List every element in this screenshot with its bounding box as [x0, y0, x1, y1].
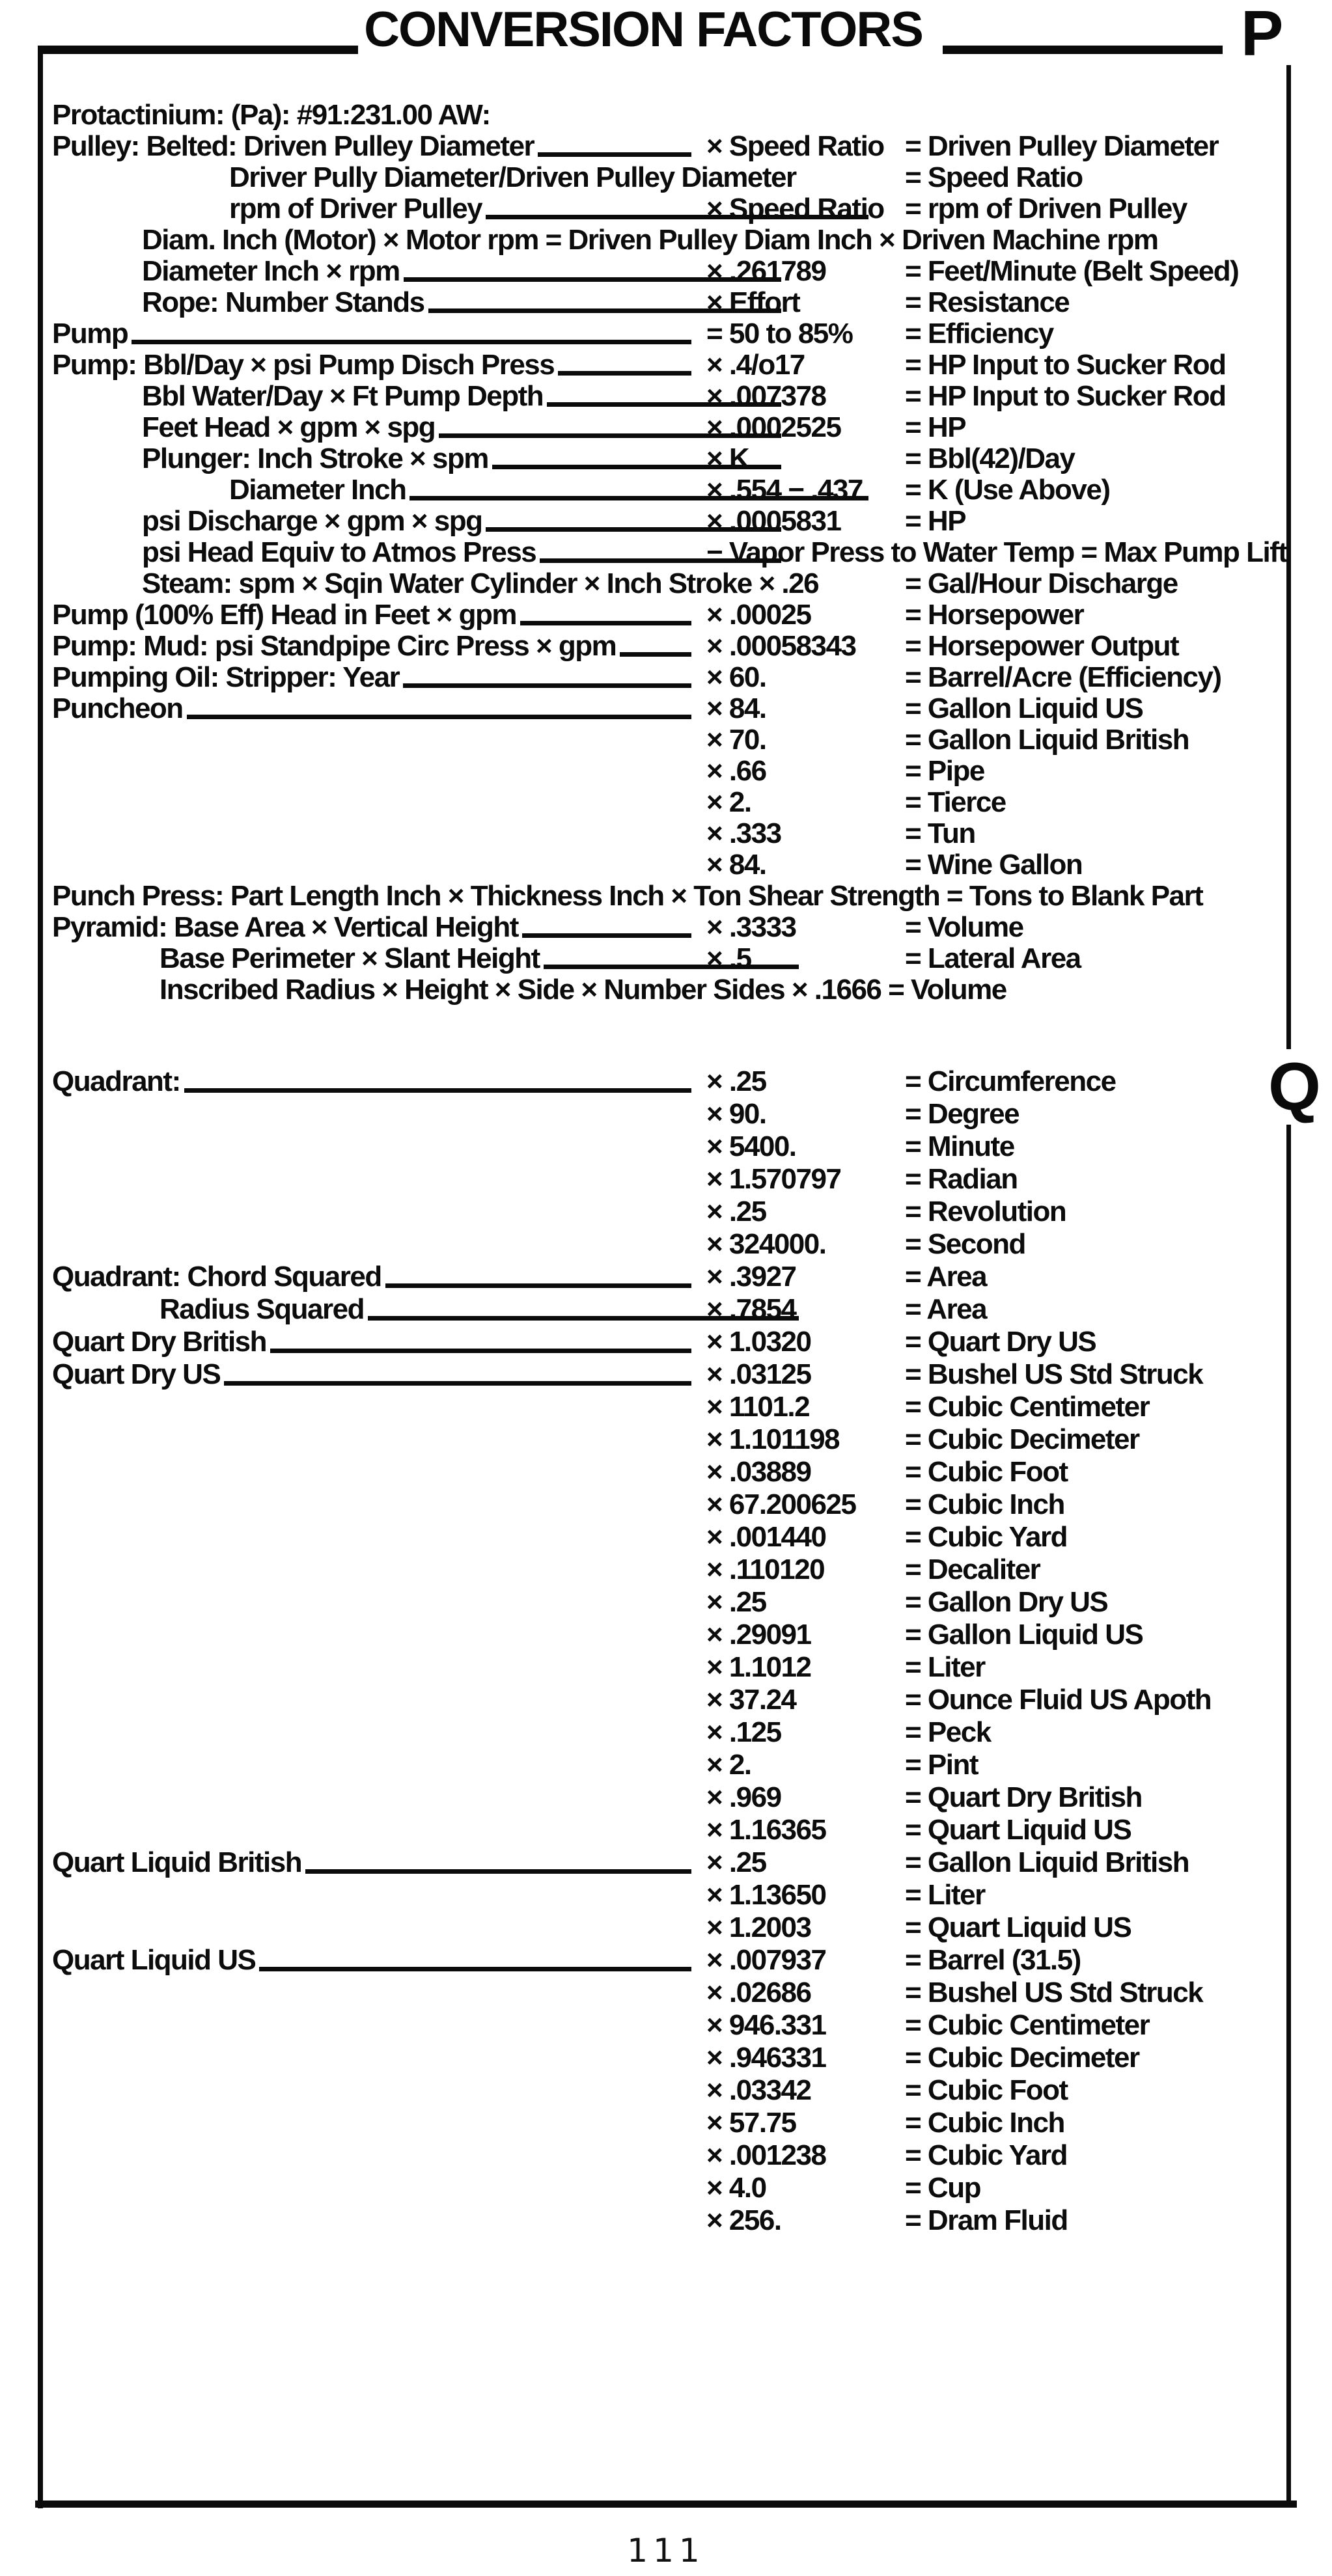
conversion-list [52, 100, 1332, 2237]
result-value: = Cubic Yard [905, 2139, 1067, 2171]
conversion-row [52, 412, 1332, 443]
factor-value: × .03889 [706, 1456, 811, 1488]
conversion-row [52, 193, 1332, 225]
conversion-row [52, 1586, 1332, 1619]
conversion-row [52, 381, 1332, 412]
conversion-row [52, 1163, 1332, 1196]
term-label-wrap [52, 1554, 697, 1586]
term-label-wrap [52, 756, 697, 787]
result-value: = Feet/Minute (Belt Speed) [905, 255, 1239, 287]
result-value: = Dram Fluid [905, 2204, 1068, 2236]
term-label: Feet Head × gpm × spg [142, 411, 436, 443]
conversion-row [52, 537, 1332, 568]
term-label-wrap [52, 412, 786, 443]
result-value: = Radian [905, 1163, 1018, 1195]
factor-value: × K [706, 443, 749, 474]
page-title: CONVERSION FACTORS [364, 2, 923, 57]
term-label: psi Discharge × gpm × spg [142, 505, 482, 537]
conversion-row [52, 1554, 1332, 1586]
result-value: = Degree [905, 1098, 1020, 1130]
result-value: = HP Input to Sucker Rod [905, 380, 1226, 412]
fill-line [520, 621, 691, 625]
conversion-row [52, 631, 1332, 662]
term-label: Diameter Inch × rpm [142, 255, 400, 287]
factor-value: × .001440 [706, 1521, 826, 1553]
conversion-row [52, 693, 1332, 724]
factor-value: × 1.0320 [706, 1326, 811, 1358]
fill-line [305, 1869, 691, 1874]
term-label-wrap [52, 1749, 697, 1781]
conversion-row [52, 1684, 1332, 1716]
fill-line [259, 1967, 691, 1971]
term-label-wrap [52, 318, 697, 349]
result-value: = Cubic Yard [905, 1521, 1067, 1553]
term-label: Quart Liquid US [52, 1944, 256, 1976]
result-value: = Barrel (31.5) [905, 1944, 1081, 1976]
conversion-row [52, 1228, 1332, 1261]
factor-value: × .3333 [706, 911, 796, 943]
result-value: = Quart Dry British [905, 1781, 1142, 1813]
result-value: = Wine Gallon [905, 849, 1083, 881]
factor-value: × 4.0 [706, 2172, 766, 2204]
factor-value: × .0002525 [706, 411, 841, 443]
result-value: = Gallon Liquid US [905, 692, 1143, 724]
factor-value: × .5 [706, 942, 751, 974]
conversion-row [52, 818, 1332, 849]
conversion-row [52, 1130, 1332, 1163]
conversion-row [52, 2042, 1332, 2074]
result-value: = HP Input to Sucker Rod [905, 349, 1226, 381]
conversion-row [52, 349, 1332, 381]
result-value: = Bushel US Std Struck [905, 1358, 1203, 1390]
conversion-row [52, 1781, 1332, 1814]
conversion-row [52, 2172, 1332, 2204]
conversion-row [52, 1846, 1332, 1879]
conversion-row [52, 1879, 1332, 1911]
result-value: = Minute [905, 1130, 1014, 1162]
term-label: Punch Press: Part Length Inch × Thickness Inch × Ton Shear Strength = Tons to Blank Part [52, 880, 1203, 912]
term-label: Pumping Oil: Stripper: Year [52, 661, 400, 693]
conversion-row [52, 1098, 1332, 1130]
factor-value: − Vapor Press to Water Temp = Max Pump Lift [706, 536, 1287, 568]
factor-value: × 2. [706, 1749, 751, 1781]
term-label-wrap [52, 131, 697, 162]
term-label: Pulley: Belted: Driven Pulley Diameter [52, 130, 534, 162]
term-label-wrap [52, 1846, 697, 1879]
term-label-wrap [52, 2042, 697, 2074]
result-value: = Driven Pulley Diameter [905, 130, 1219, 162]
factor-value: × 1.2003 [706, 1911, 811, 1943]
term-label-wrap [52, 1065, 697, 1098]
result-value: = Second [905, 1228, 1025, 1260]
frame-border-left [38, 46, 43, 2508]
term-label-wrap [52, 1488, 697, 1521]
page-number: 111 [627, 2532, 705, 2569]
factor-value: × Effort [706, 286, 800, 318]
conversion-row [52, 2139, 1332, 2172]
factor-value: × .110120 [706, 1554, 825, 1585]
result-value: = Quart Dry US [905, 1326, 1096, 1358]
term-label-wrap [52, 1391, 697, 1423]
term-label-wrap [52, 1911, 697, 1944]
result-value: = Tierce [905, 786, 1006, 818]
term-label-wrap [52, 381, 786, 412]
fill-line [620, 652, 691, 657]
conversion-row [52, 1423, 1332, 1456]
conversion-row [52, 724, 1332, 756]
term-label: rpm of Driver Pulley [229, 193, 482, 225]
factor-value: × .25 [706, 1065, 766, 1097]
factor-value: × 1.101198 [706, 1423, 840, 1455]
term-label-wrap [52, 537, 786, 568]
term-label-wrap [52, 818, 697, 849]
result-value: = Cubic Foot [905, 2074, 1068, 2106]
factor-value: × .00058343 [706, 630, 856, 662]
factor-value: × 67.200625 [706, 1488, 856, 1520]
factor-value: × 84. [706, 849, 766, 881]
term-label: Plunger: Inch Stroke × spm [142, 443, 488, 474]
term-label: psi Head Equiv to Atmos Press [142, 536, 536, 568]
conversion-row [52, 2107, 1332, 2139]
result-value: = Resistance [905, 286, 1070, 318]
section-gap [52, 1006, 1332, 1065]
conversion-row [52, 2204, 1332, 2237]
conversion-row [52, 1261, 1332, 1293]
term-label: Rope: Number Stands [142, 286, 424, 318]
result-value: = Pint [905, 1749, 978, 1781]
term-label: Radius Squared [160, 1293, 364, 1325]
factor-value: × .66 [706, 755, 766, 787]
conversion-row [52, 1326, 1332, 1358]
conversion-row [52, 1651, 1332, 1684]
factor-value: × .969 [706, 1781, 781, 1813]
term-label-wrap [52, 1944, 697, 1977]
term-label-wrap [52, 662, 697, 693]
factor-value: × .125 [706, 1716, 781, 1748]
factor-value: × .946331 [706, 2042, 826, 2074]
factor-value: × .03342 [706, 2074, 811, 2106]
term-label-wrap [52, 1196, 697, 1228]
conversion-row [52, 474, 1332, 506]
conversion-row [52, 1488, 1332, 1521]
result-value: = Area [905, 1293, 987, 1325]
term-label-wrap [52, 912, 697, 943]
term-label-wrap [52, 1977, 697, 2009]
conversion-row [52, 506, 1332, 537]
term-label-wrap [52, 849, 697, 881]
result-value: = Barrel/Acre (Efficiency) [905, 661, 1221, 693]
factor-value: × Speed Ratio [706, 130, 884, 162]
result-value: = Revolution [905, 1196, 1066, 1227]
term-label-wrap [52, 1814, 697, 1846]
term-label-wrap [52, 1163, 697, 1196]
result-value: = Cubic Inch [905, 2107, 1064, 2139]
result-value: = Cubic Centimeter [905, 2009, 1150, 2041]
term-label: Quart Dry US [52, 1358, 221, 1390]
conversion-row [52, 1293, 1332, 1326]
conversion-row [52, 100, 1332, 131]
result-value: = Lateral Area [905, 942, 1081, 974]
result-value: = Cubic Foot [905, 1456, 1068, 1488]
result-value: = Bushel US Std Struck [905, 1977, 1203, 2008]
factor-value: × .25 [706, 1196, 766, 1227]
factor-value: × .4/o17 [706, 349, 805, 381]
conversion-row [52, 318, 1332, 349]
factor-value: × 1.1012 [706, 1651, 811, 1683]
conversion-row [52, 662, 1332, 693]
result-value: = K (Use Above) [905, 474, 1110, 506]
term-label-wrap [52, 2172, 697, 2204]
factor-value: × 1.570797 [706, 1163, 841, 1195]
result-value: = Peck [905, 1716, 991, 1748]
fill-line [187, 715, 691, 719]
factor-value: × .25 [706, 1586, 766, 1618]
term-label-wrap [52, 287, 786, 318]
term-label: Base Perimeter × Slant Height [160, 942, 540, 974]
conversion-row [52, 881, 1332, 912]
conversion-row [52, 162, 1332, 193]
term-label: Pump [52, 318, 128, 349]
factor-value: × 324000. [706, 1228, 826, 1260]
term-label: Quadrant: Chord Squared [52, 1261, 382, 1293]
term-label-wrap [52, 2204, 697, 2237]
result-value: = Gal/Hour Discharge [905, 568, 1178, 599]
term-label: Bbl Water/Day × Ft Pump Depth [142, 380, 544, 412]
result-value: = Quart Liquid US [905, 1911, 1131, 1943]
factor-value: × .0005831 [706, 505, 841, 537]
term-label-wrap [52, 1098, 697, 1130]
fill-line [538, 152, 691, 157]
conversion-row [52, 599, 1332, 631]
term-label: Pyramid: Base Area × Vertical Height [52, 911, 518, 943]
term-label-wrap [52, 162, 874, 193]
result-value: = Decaliter [905, 1554, 1040, 1585]
result-value: = Volume [905, 911, 1023, 943]
term-label-wrap [52, 1456, 697, 1488]
term-label-wrap [52, 2107, 697, 2139]
conversion-row [52, 1456, 1332, 1488]
factor-value: × 5400. [706, 1130, 796, 1162]
term-label: Quadrant: [52, 1065, 180, 1097]
term-label-wrap [52, 599, 697, 631]
term-label-wrap [52, 1261, 697, 1293]
result-value: = Cubic Decimeter [905, 2042, 1139, 2074]
result-value: = Horsepower [905, 599, 1084, 631]
conversion-row [52, 756, 1332, 787]
result-value: = Cubic Decimeter [905, 1423, 1139, 1455]
term-label-wrap [52, 631, 697, 662]
conversion-row [52, 131, 1332, 162]
term-label-wrap [52, 1326, 697, 1358]
term-label: Pump: Bbl/Day × psi Pump Disch Press [52, 349, 555, 381]
conversion-row [52, 974, 1332, 1006]
frame-border-bottom [35, 2501, 1297, 2508]
result-value: = Pipe [905, 755, 984, 787]
factor-value: = 50 to 85% [706, 318, 853, 349]
factor-value: × .333 [706, 817, 781, 849]
factor-value: × 60. [706, 661, 766, 693]
conversion-row [52, 1716, 1332, 1749]
factor-value: × 256. [706, 2204, 781, 2236]
factor-value: × 1.16365 [706, 1814, 826, 1846]
term-label: Pump: Mud: psi Standpipe Circ Press × gpm [52, 630, 617, 662]
factor-value: × .00025 [706, 599, 811, 631]
section-letter-p: P [1241, 0, 1284, 69]
term-label-wrap [52, 1879, 697, 1911]
term-label-wrap [52, 1619, 697, 1651]
result-value: = Area [905, 1261, 987, 1293]
conversion-row [52, 1814, 1332, 1846]
result-value: = Cubic Inch [905, 1488, 1064, 1520]
conversion-row [52, 1196, 1332, 1228]
term-label-wrap [52, 349, 697, 381]
result-value: = Speed Ratio [905, 161, 1083, 193]
result-value: = Gallon Liquid British [905, 1846, 1189, 1878]
term-label-wrap [52, 1521, 697, 1554]
term-label-wrap [52, 1228, 697, 1261]
result-value: = Ounce Fluid US Apoth [905, 1684, 1212, 1716]
result-value: = Gallon Liquid US [905, 1619, 1143, 1651]
term-label: Steam: spm × Sqin Water Cylinder × Inch Stroke × .26 [142, 568, 819, 599]
conversion-row [52, 1749, 1332, 1781]
conversion-row [52, 1391, 1332, 1423]
conversion-row [52, 225, 1332, 256]
fill-line [558, 371, 691, 376]
result-value: = Efficiency [905, 318, 1053, 349]
conversion-row [52, 287, 1332, 318]
conversion-row [52, 1944, 1332, 1977]
term-label: Driver Pully Diameter/Driven Pulley Diameter [229, 161, 796, 193]
conversion-row [52, 849, 1332, 881]
result-value: = Cubic Centimeter [905, 1391, 1150, 1423]
factor-value: × .25 [706, 1846, 766, 1878]
term-label-wrap [52, 943, 804, 974]
page-header [0, 4, 1286, 56]
term-label: Diameter Inch [229, 474, 406, 506]
fill-line [270, 1349, 691, 1353]
term-label: Diam. Inch (Motor) × Motor rpm = Driven Pulley Diam Inch × Driven Machine rpm [142, 224, 1158, 256]
result-value: = Quart Liquid US [905, 1814, 1131, 1846]
factor-value: × 37.24 [706, 1684, 796, 1716]
term-label-wrap [52, 506, 786, 537]
result-value: = Liter [905, 1879, 985, 1911]
section-letter-q: Q [1268, 1049, 1321, 1125]
conversion-row [52, 2074, 1332, 2107]
result-value: = HP [905, 505, 966, 537]
factor-value: × .3927 [706, 1261, 796, 1293]
term-label-wrap [52, 1684, 697, 1716]
conversion-row [52, 1521, 1332, 1554]
term-label-wrap [52, 1781, 697, 1814]
term-label-wrap [52, 724, 697, 756]
factor-value: × 946.331 [706, 2009, 826, 2041]
result-value: = Bbl(42)/Day [905, 443, 1075, 474]
conversion-row [52, 912, 1332, 943]
conversion-row [52, 1065, 1332, 1098]
fill-line [403, 683, 691, 688]
factor-value: × .001238 [706, 2139, 826, 2171]
term-label-wrap [52, 2139, 697, 2172]
result-value: = Tun [905, 817, 975, 849]
factor-value: × .03125 [706, 1358, 811, 1390]
result-value: = Liter [905, 1651, 985, 1683]
term-label-wrap [52, 256, 786, 287]
factor-value: × 57.75 [706, 2107, 796, 2139]
conversion-row [52, 787, 1332, 818]
term-label-wrap [52, 1423, 697, 1456]
factor-value: × 2. [706, 786, 751, 818]
factor-value: × .261789 [706, 255, 826, 287]
factor-value: × 70. [706, 724, 766, 756]
term-label-wrap [52, 1651, 697, 1684]
factor-value: × Speed Ratio [706, 193, 884, 225]
result-value: = Gallon Dry US [905, 1586, 1108, 1618]
result-value: = Gallon Liquid British [905, 724, 1189, 756]
conversion-row [52, 1619, 1332, 1651]
term-label-wrap [52, 787, 697, 818]
factor-value: × .007378 [706, 380, 826, 412]
term-label-wrap [52, 568, 819, 599]
factor-value: × .554 − .437 [706, 474, 863, 506]
fill-line [522, 933, 691, 938]
conversion-row [52, 2009, 1332, 2042]
factor-value: × .29091 [706, 1619, 811, 1651]
fill-line [385, 1283, 691, 1288]
result-value: = HP [905, 411, 966, 443]
term-label: Pump (100% Eff) Head in Feet × gpm [52, 599, 517, 631]
factor-value: × 84. [706, 692, 766, 724]
factor-value: × 90. [706, 1098, 766, 1130]
fill-line [184, 1088, 691, 1093]
factor-value: × 1101.2 [706, 1391, 810, 1423]
term-label: Quart Dry British [52, 1326, 267, 1358]
factor-value: × 1.13650 [706, 1879, 826, 1911]
term-label-wrap [52, 1358, 697, 1391]
factor-value: × .02686 [706, 1977, 811, 2008]
fill-line [544, 965, 799, 969]
term-label-wrap [52, 1716, 697, 1749]
conversion-row [52, 443, 1332, 474]
result-value: = Horsepower Output [905, 630, 1179, 662]
factor-value: × .007937 [706, 1944, 826, 1976]
factor-value: × .7854 [706, 1293, 796, 1325]
term-label-wrap [52, 1130, 697, 1163]
term-label: Protactinium: (Pa): #91:231.00 AW: [52, 99, 490, 131]
conversion-row [52, 256, 1332, 287]
term-label-wrap [52, 1293, 804, 1326]
fill-line [224, 1381, 691, 1386]
term-label-wrap [52, 443, 786, 474]
term-label-wrap [52, 1586, 697, 1619]
term-label-wrap [52, 2009, 697, 2042]
result-value: = Cup [905, 2172, 980, 2204]
fill-line [132, 340, 691, 344]
term-label: Puncheon [52, 692, 183, 724]
conversion-row [52, 1977, 1332, 2009]
term-label-wrap [52, 693, 697, 724]
result-value: = Circumference [905, 1065, 1116, 1097]
conversion-row [52, 1358, 1332, 1391]
conversion-row [52, 1911, 1332, 1944]
conversion-row [52, 568, 1332, 599]
result-value: = rpm of Driven Pulley [905, 193, 1187, 225]
conversion-row [52, 943, 1332, 974]
term-label-wrap [52, 2074, 697, 2107]
term-label: Quart Liquid British [52, 1846, 302, 1878]
term-label: Inscribed Radius × Height × Side × Number Sides × .1666 = Volume [160, 974, 1006, 1006]
